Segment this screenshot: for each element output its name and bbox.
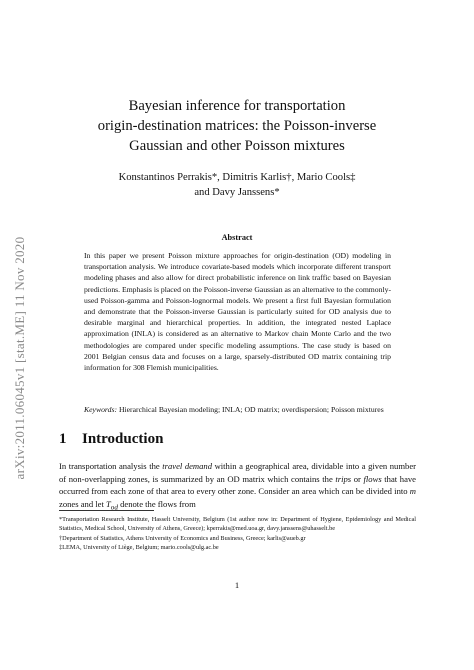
intro-text: within a geographical area, dividable into a given number of non-overlapping zones, is summarized by an OD matrix which contains the xyxy=(59,461,416,484)
footnotes xyxy=(59,515,416,553)
intro-emphasis: trips xyxy=(335,473,352,484)
title-line: Bayesian inference for transportation xyxy=(128,98,346,114)
author-line: Konstantinos Perrakis*, Dimitris Karlis†, Mario Cools‡ xyxy=(118,172,356,183)
footnote-3: ‡LEMA, University of Liège, Belgium; mario.cools@ulg.ac.be xyxy=(59,544,219,552)
arxiv-identifier: arXiv:2011.06045v1 [stat.ME] 11 Nov 2020 xyxy=(12,236,27,480)
section-heading xyxy=(59,431,163,448)
footnote-1: *Transportation Research Institute, Hasselt University, Belgium (1st author now in: Department of Hygiene, Epidemiology and Medical Statistics, Medical School, University of Athens, Greece); kperrakis@med.uoa.gr, davy.janssens@uhasselt.be xyxy=(59,516,416,533)
section-title-text: Introduction xyxy=(82,431,164,447)
keywords-text: Hierarchical Bayesian modeling; INLA; OD matrix; overdispersion; Poisson mixtures xyxy=(118,405,384,414)
keywords xyxy=(84,404,391,415)
page-number: 1 xyxy=(234,580,240,590)
intro-text: zones and let xyxy=(59,498,107,509)
footnote-2: †Department of Statistics, Athens University of Economics and Business, Greece; karlis@aueb.gr xyxy=(59,534,306,542)
intro-math-subscript: od xyxy=(110,503,118,512)
intro-text: or xyxy=(351,473,364,484)
author-list xyxy=(60,170,414,200)
abstract-heading: Abstract xyxy=(221,233,253,242)
intro-math: m xyxy=(409,486,416,497)
footnote-rule xyxy=(59,510,154,511)
intro-text: In transportation analysis the xyxy=(59,461,163,471)
title-line: Gaussian and other Poisson mixtures xyxy=(129,138,345,154)
abstract-text: In this paper we present Poisson mixture approaches for origin-destination (OD) modeling in transportation analysis. We introduce covariate-based models which incorporate different transport modeling phases and also allow for direct probabilistic inference on link traffic based on Bayesian predictions. Emphasis is placed on the Poisson-inverse Gaussian as an alternative to the commonly-used Poisson-gamma and Poisson-lognormal models. We present a first full Bayesian formulation and demonstrate that the Poisson-inverse Gaussian is particularly suited for OD analysis due to desirable marginal and hierarchical properties. In addition, the integrated nested Laplace approximation (INLA) is considered as an alternative to Markov chain Monte Carlo and the two methodologies are compared under specific modeling assumptions. The case study is based on 2001 Belgian census data and focuses on a large, sparsely-distributed OD matrix containing trip information for 308 Flemish municipalities. xyxy=(84,251,392,373)
intro-emphasis: flows xyxy=(363,473,382,484)
paper-title xyxy=(60,96,414,156)
intro-emphasis: travel demand xyxy=(162,461,213,471)
author-line: and Davy Janssens* xyxy=(194,187,280,198)
intro-paragraph xyxy=(59,460,416,514)
intro-text: that have occurred from each zone of that area to every other zone. Consider an area which can be divided into xyxy=(59,473,416,497)
section-number: 1 xyxy=(59,431,67,447)
keywords-label: Keywords: xyxy=(84,405,118,414)
intro-text: denote the flows from xyxy=(117,498,196,509)
title-line: origin-destination matrices: the Poisson-inverse xyxy=(97,118,377,134)
intro-math: T xyxy=(106,498,111,509)
